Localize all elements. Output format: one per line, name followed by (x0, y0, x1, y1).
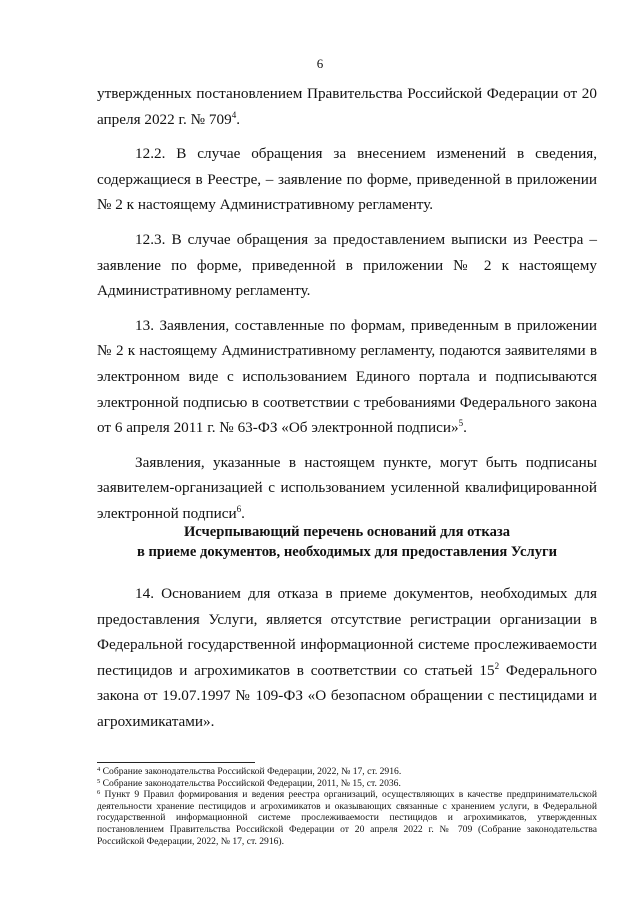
footnote-ref-4: 4 (231, 109, 237, 120)
heading-line-2: в приеме документов, необходимых для предоставления Услуги (136, 544, 558, 560)
footnote-5: $^5$ Собрание законодательства Российской Федерации, 2011, № 15, ст. 2036. (97, 777, 401, 789)
paragraph-13-signature: Заявления, указанные в настоящем пункте, могут быть подписаны заявителем-организацией с использованием усиленной квалифицированной электронной подписи$^6$. (97, 453, 597, 522)
footnotes (97, 766, 597, 847)
section-body (97, 581, 597, 735)
paragraph-14: 14. Основанием для отказа в приеме документов, необходимых для предоставления Услуги, является отсутствие регистрации организации в Федеральной государственной информационной системе прослеживаемости пестицидов и агрохимикатов в соответствии со статьей $15^2$ Федерального закона от 19.07.1997 № 109-ФЗ «О безопасном обращении с пестицидами и агрохимикатами». (97, 585, 597, 730)
superscript-2: 2 (494, 660, 500, 671)
footnote-ref-6: 6 (236, 503, 242, 514)
paragraph-13: 13. Заявления, составленные по формам, приведенным в приложении № 2 к настоящему Административному регламенту, подаются заявителями в электронном виде с использованием Единого портала и подписываются электронной подписью в соответствии с требованиями Федерального закона от 6 апреля 2011 г. № 63-ФЗ «Об электронной подписи»$^5$. (97, 316, 597, 437)
page-body (97, 81, 597, 527)
heading-line-1: Исчерпывающий перечень оснований для отказа (183, 524, 511, 540)
page-number: 6 (316, 56, 324, 71)
paragraph-continuation: утвержденных постановлением Правительства Российской Федерации от 20 апреля 2022 г. № $709^4$. (97, 85, 597, 128)
section-heading (97, 522, 597, 562)
paragraph-12-2: 12.2. В случае обращения за внесением изменений в сведения, содержащиеся в Реестре, – заявление по форме, приведенной в приложении № 2 к настоящему Административному регламенту. (97, 145, 597, 214)
footnote-separator (97, 762, 255, 763)
footnote-ref-5: 5 (458, 418, 464, 429)
paragraph-12-3: 12.3. В случае обращения за предоставлением выписки из Реестра – заявление по форме, приведенной в приложении № 2 к настоящему Административному регламенту. (97, 230, 597, 300)
footnote-6: $^6$ Пункт 9 Правил формирования и ведения реестра организаций, осуществляющих в качестве предпринимательской деятельности хранение пестицидов и агрохимикатов и оказывающих связанные с хранением услуги, в Федеральной государственной информационной системе прослеживаемости пестицидов и агрохимикатов, утвержденных постановлением Правительства Российской Федерации от 20 апреля 2022 г. № 709 (Собрание законодательства Российской Федерации, 2022, № 17, ст. 2916). (97, 789, 597, 847)
footnote-4: $^4$ Собрание законодательства Российской Федерации, 2022, № 17, ст. 2916. (97, 766, 402, 777)
